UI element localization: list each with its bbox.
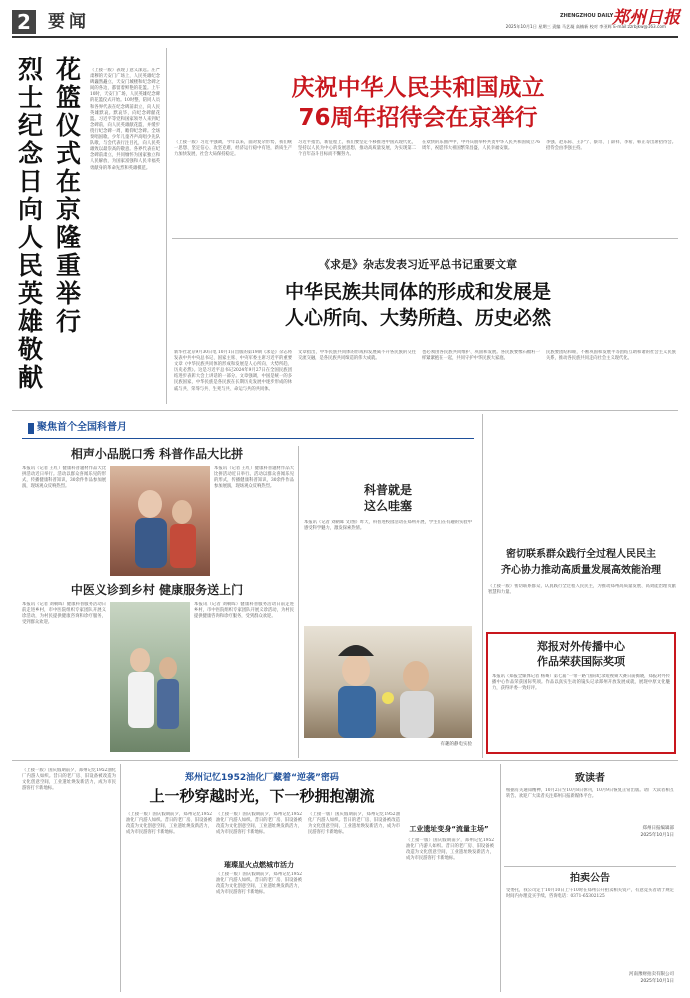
right-article-headline-a: 密切联系群众践行全过程人民民主 [506,549,656,560]
banner-col3: 在欢快的乐曲声中，中外宾朋举杯共贺中华人民共和国成立76周年，祝愿伟大祖国繁荣昌盛，人民幸福安康。 [422,140,540,152]
science-item1-body-2: 本报讯（记者 王红）健康科普题材作品大比拼活动近日举行。活动以群众喜闻乐见的形式，传播健康科普知识，30余件作品参加展演，现场观众反响热烈。 [214,466,294,490]
science-item1-title: 相声小品脱口秀 科普作品大比拼 [70,447,244,461]
article3-col2b: （上接一版）国庆假期前夕，郑州记忆1952油化厂内游人如织。昔日的老厂房、旧设备被改造为文化创意空间，工业遗址焕发新活力，成为市民游客打卡新地标。 [216,872,302,896]
science-photo-1 [110,466,210,576]
notice1-title: 致读者 [575,773,605,784]
science-photo-3 [304,626,472,738]
photo-caption: 有趣的静电实验 [440,742,472,747]
article3-col2: （上接一版）国庆假期前夕，郑州记忆1952油化厂内游人如织。昔日的老厂房、旧设备被改造为文化创意空间，工业遗址焕发新活力，成为市民游客打卡新地标。 [216,812,302,836]
section-tag-marker [28,423,34,434]
article2-col1: 新华社北京9月30日电 10月1日出版的第19期《求是》杂志将发表中共中央总书记、国家主席、中央军委主席习近平的重要文章《中华民族共同体的形成和发展是人心所向、大势所趋、历史必然》。这是习近平总书记2024年9月27日在全国民族团结进步表彰大会上讲话的一部分。文章强调，中国是统一的多民族国家，中华民族是各民族在长期历史发展中逐步形成的休戚与共、荣辱与共、生死与共、命运与共的共同体。 [174,350,292,392]
article3-col1: （上接一版）国庆假期前夕，郑州记忆1952油化厂内游人如织。昔日的老厂房、旧设备被改造为文化创意空间，工业遗址焕发新活力，成为市民游客打卡新地标。 [126,812,212,836]
article3-col3: （上接一版）国庆假期前夕，郑州记忆1952油化厂内游人如织。昔日的老厂房、旧设备被改造为文化创意空间，工业遗址焕发新活力，成为市民游客打卡新地标。 [308,812,400,836]
article2-col2: 文章指出，中华民族共同体的形成和发展离不开各民族的交往交流交融，是各民族共同缔造的伟大成就。 [298,350,416,362]
award-headline-b: 作品荣获国际奖项 [537,655,625,668]
article2-headline-b: 人心所向、大势所趋、历史必然 [284,307,551,329]
notice2-sign: 河南豫财拍卖有限公司 [629,972,674,977]
page-number: 2 [17,10,31,34]
bottom-left-body: （上接一版）国庆假期前夕，郑州记忆1952油化厂内游人如织。昔日的老厂房、旧设备被改造为文化创意空间，工业遗址焕发新活力，成为市民游客打卡新地标。 [22,768,116,792]
banner-line2: 76周年招待会在京举行 [298,105,538,131]
article3-kicker: 郑州记忆1952油化厂藏着“逆袭”密码 [185,773,339,783]
header-meta: 2025年10月1日 星期三 责编 马艺凝 高楠新 校对 李亚辉 E-mail:zzrbjkw@163.com [505,24,666,29]
science-item2-body: 本报讯（记者 刘朝晖）健康科普服务活动日前走进乡村，市中医院组织专家团队开展义诊活动，为村民提供健康咨询和诊疗服务，受到群众欢迎。 [22,602,106,626]
article2-kicker: 《求是》杂志发表习近平总书记重要文章 [319,258,517,271]
science-item1-body: 本报讯（记者 王红）健康科普题材作品大比拼活动近日举行。活动以群众喜闻乐见的形式，传播健康科普知识，30余件作品参加展演，现场观众反响热烈。 [22,466,106,490]
science-item2-title: 中医义诊到乡村 健康服务送上门 [70,583,244,597]
right-article-headline-b: 齐心协力推动高质量发展高效能治理 [501,565,661,576]
article3-headline: 上一秒穿越时光，下一秒拥抱潮流 [149,787,375,805]
notice2-body: 受委托，我公司定于10月10日上午10时在郑州公开拍卖相关资产，有意竞买者请于规定时间内办理竞买手续。咨询电话：0371-65302125 [506,888,674,900]
paper-name-en: ZHENGZHOU DAILY [560,13,614,19]
notice1-sign: 郑州日报编辑部 [642,826,674,831]
notice1-body: 根据有关通知精神，10月2日至10月8日休刊，10月9日恢复正常出版。请广大读者相互转告。欢迎广大读者关注郑州日报新媒体平台。 [506,788,674,800]
banner-line1: 庆祝中华人民共和国成立 [291,75,545,101]
award-body: 本报讯（郑报全媒体记者 杨骞）第七届“一带一路”国际纪录短视频大赛日前揭晓，郑报对外传播中心作品荣获国际奖项。作品以真实生动的镜头记录郑州开放发展成就，展现中原文化魅力，获得评委一致好评。 [492,674,670,692]
feature-body: （上接一版）表现了意义深远。庄严肃穆的天安门广场上，人民英雄纪念碑巍然矗立，天安门城楼和纪念碑之间的各边，都留着鲜艳的花篮。上午10时，天安门广场，人民英雄纪念碑的花篮仪式开始。10时整，陪同人员和各界代表在纪念碑前肃立，向人民英雄默哀。默哀毕，向纪念碑献花篮。习近平等党和国家领导人来到纪念碑前，向人民英雄献花篮，并缓步绕行纪念碑一周，瞻仰纪念碑。全场奏唱国歌。少年儿童齐声高唱少先队队歌，与会代表行注目礼，向人民英雄致以最崇高的敬意。各界代表在纪念碑前肃立，共同缅怀为国家独立和人民解放、为国家富强和人民幸福英勇献身的革命先烈和英雄模范。 [90,68,160,171]
banner-col4: 李强、赵乐际、王沪宁、蔡奇、丁薛祥、李希、韩正等出席招待会。招待会由李强主持。 [546,140,676,152]
right-article-body: （上接一版）密切联系群众，认真践行全过程人民民主，为推动郑州高质量发展、高效能治理贡献智慧和力量。 [488,584,676,596]
science-item3-body: 本报讯（记者 刘朝晖 文/图）昨天，科普进校园活动在郑州开展，学生们在有趣的实验中感受科学魅力，激发探索热情。 [304,520,472,532]
article3-sub1: 工业遗址变身“流量主场” [409,825,489,833]
award-headline-a: 郑报对外传播中心 [537,640,625,653]
notice2-title: 拍卖公告 [570,873,610,884]
article2-col3: 也必须由各民族共同维护、巩固和发展。各民族要像石榴籽一样紧紧抱在一起，共同守护中华民族大家庭。 [422,350,540,362]
paper-logo: 郑州日报 [612,8,680,28]
article2-col4: 民族要团结和睦，不断巩固和发展平等团结互助和谐的社会主义民族关系，推动各民族共同走向社会主义现代化。 [546,350,676,362]
article2-headline-a: 中华民族共同体的形成和发展是 [284,281,551,303]
feature-headline-a: 花篮仪式在京隆重举行 [56,55,82,336]
article3-col4: （上接一版）国庆假期前夕，郑州记忆1952油化厂内游人如织。昔日的老厂房、旧设备被改造为文化创意空间，工业遗址焕发新活力，成为市民游客打卡新地标。 [406,838,494,862]
banner-col2: 习近平指出，新征程上，我们要坚定不移推进中国式现代化，坚持以人民为中心的发展思想，推动高质量发展，为实现第二个百年奋斗目标而不懈努力。 [298,140,416,158]
article3-sub2: 璀璨星火点燃城市活力 [224,861,294,869]
banner-col1: （上接一版）习近平强调，今年以来，面对复杂形势，我们统一思想、坚定信心、攻坚克难，经济运行稳中有进，新质生产力加快发展，社会大局保持稳定。 [174,140,292,158]
section-name: 要闻 [48,12,90,32]
feature-headline-b: 烈士纪念日向人民英雄敬献 [18,55,44,392]
science-photo-2 [110,602,190,752]
notice1-date: 2025年10月1日 [640,833,674,838]
notice2-date: 2025年10月1日 [640,979,674,984]
science-item2-body-2: 本报讯（记者 刘朝晖）健康科普服务活动日前走进乡村，市中医院组织专家团队开展义诊活动，为村民提供健康咨询和诊疗服务，受到群众欢迎。 [194,602,294,620]
science-item3-title-b: 这么哇塞 [363,499,412,513]
science-item3-title-a: 科普就是 [363,483,412,497]
header-rule [12,36,678,38]
section-tag: 聚焦首个全国科普月 [37,422,127,433]
